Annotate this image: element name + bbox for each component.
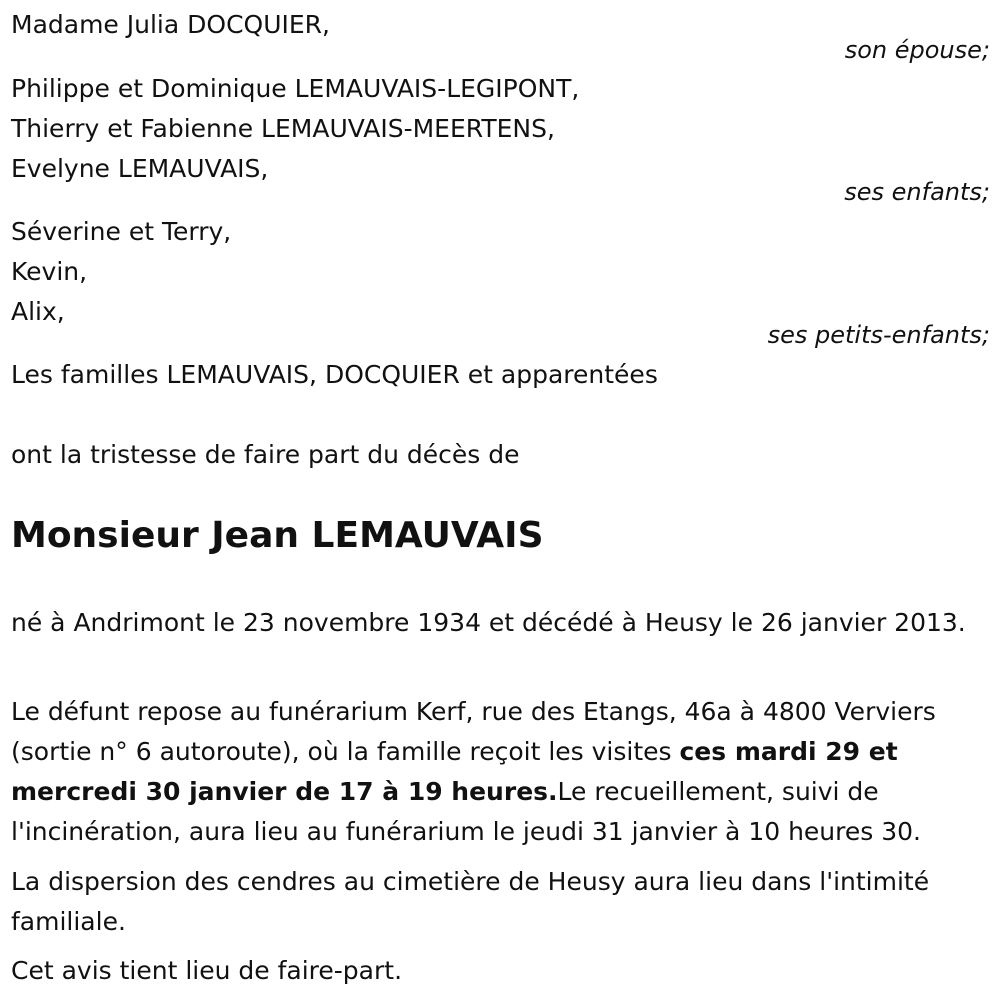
birth-death-paragraph: né à Andrimont le 23 novembre 1934 et décédé à Heusy le 26 janvier 2013. [11, 608, 966, 637]
grandchild-line-2: Kevin, [11, 257, 88, 286]
dispersion-paragraph: La dispersion des cendres au cimetière de Heusy aura lieu dans l'intimité familiale. [11, 867, 930, 936]
children-role: ses enfants; [844, 178, 990, 206]
visitation-dates: ces mardi 29 et mercredi 30 janvier de 17 à 19 heures. [11, 737, 898, 806]
spouse-name: Madame Julia DOCQUIER, [11, 10, 330, 39]
child-line-1: Philippe et Dominique LEMAUVAIS-LEGIPONT, [11, 74, 580, 103]
deceased-name: Monsieur Jean LEMAUVAIS [11, 515, 544, 556]
grandchild-line-1: Séverine et Terry, [11, 217, 232, 246]
child-line-2: Thierry et Fabienne LEMAUVAIS-MEERTENS, [11, 114, 555, 143]
grandchildren-role: ses petits-enfants; [767, 321, 990, 349]
families-line: Les familles LEMAUVAIS, DOCQUIER et apparentées [11, 360, 658, 389]
visitation-text-before: Le défunt repose au funérarium Kerf, rue des Etangs, 46a à 4800 Verviers (sortie n° 6 autoroute), où la famille reçoit les visites [11, 697, 936, 766]
announcement-line: ont la tristesse de faire part du décès de [11, 440, 520, 469]
child-line-3: Evelyne LEMAUVAIS, [11, 154, 269, 183]
visitation-paragraph [11, 692, 991, 852]
visitation-text-after: Le recueillement, suivi de l'incinération, aura lieu au funérarium le jeudi 31 janvier à 10 heures 30. [11, 777, 921, 846]
grandchild-line-3: Alix, [11, 297, 65, 326]
spouse-role: son épouse; [844, 36, 990, 64]
closing-line: Cet avis tient lieu de faire-part. [11, 956, 403, 985]
